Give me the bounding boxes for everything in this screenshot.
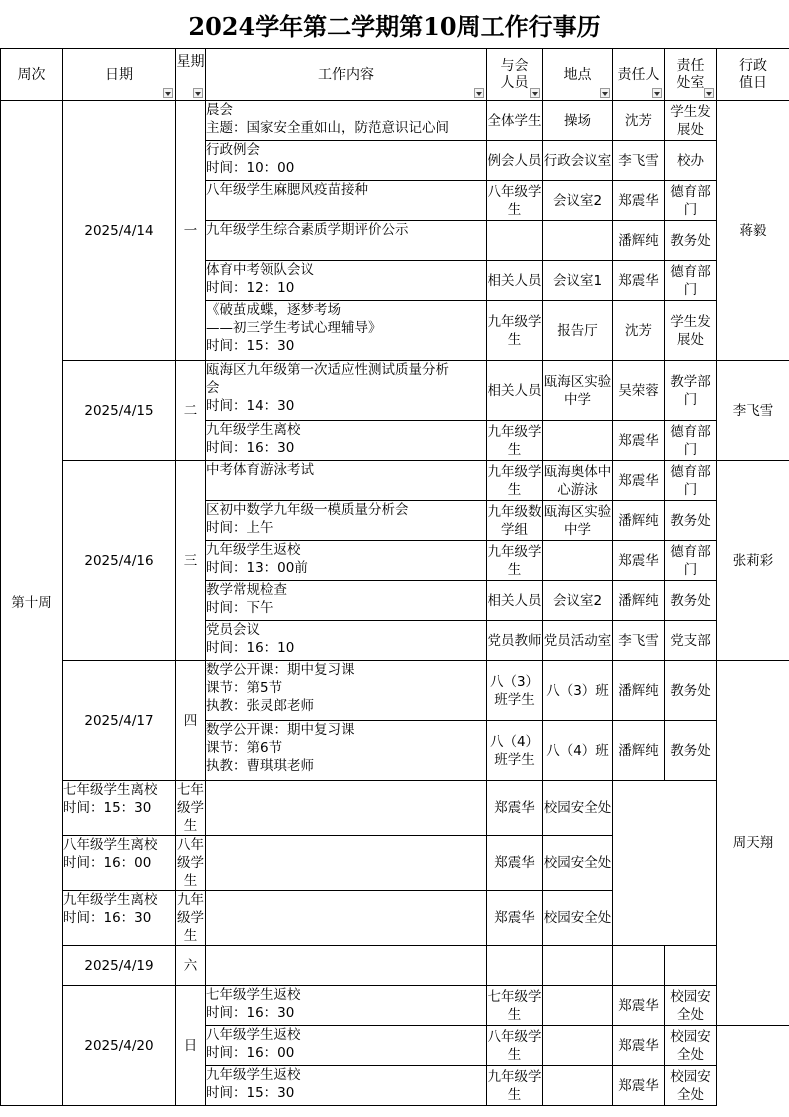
location-cell: 瓯海奥体中心游泳: [543, 461, 613, 501]
dept-cell: [665, 946, 717, 986]
table-row: [1, 946, 789, 986]
work-content-line: 时间：16：30: [63, 910, 152, 926]
work-content-line: 时间：14：30: [206, 398, 295, 414]
attendees-cell: 九年级学生: [487, 461, 543, 501]
table-row: [1, 361, 789, 421]
owner-cell: 吴荣蓉: [613, 361, 665, 421]
table-row: [1, 461, 789, 501]
attendees-cell: 八年级学生: [487, 1026, 543, 1066]
header-attendees: 与会人员: [487, 49, 543, 101]
date-cell: 2025/4/14: [63, 101, 176, 361]
work-content-line: 主题：国家安全重如山，防范意识记心间: [206, 120, 449, 136]
header-location: 地点: [543, 49, 613, 101]
work-content-cell: [63, 781, 176, 836]
work-content-line: 九年级学生综合素质学期评价公示: [206, 222, 409, 238]
work-content-line: 数学公开课：期中复习课: [206, 722, 355, 738]
work-content-line: 九年级学生离校: [206, 422, 301, 438]
work-content-cell: [206, 986, 487, 1026]
page-title: 2024学年第二学期第10周工作行事历: [188, 11, 601, 41]
dept-cell: 校园安全处: [543, 781, 613, 836]
work-content-line: 七年级学生返校: [206, 987, 301, 1003]
dept-cell: 德育部门: [665, 461, 717, 501]
location-cell: 党员活动室: [543, 621, 613, 661]
filter-dropdown-icon[interactable]: [652, 88, 662, 98]
work-content-cell: [206, 421, 487, 461]
attendees-cell: 相关人员: [487, 261, 543, 301]
work-content-line: 时间：15：30: [63, 800, 152, 816]
work-content-line: 晨会: [206, 102, 233, 118]
work-content-line: 会: [206, 380, 220, 396]
dept-cell: 学生发展处: [665, 101, 717, 141]
work-content-line: 八年级学生麻腮风疫苗接种: [206, 182, 368, 198]
dept-cell: 校办: [665, 141, 717, 181]
dept-cell: 德育部门: [665, 181, 717, 221]
owner-cell: 潘辉纯: [613, 581, 665, 621]
table-row: [1, 101, 789, 141]
work-content-cell: [206, 361, 487, 421]
work-content-line: 执教：张灵郎老师: [206, 698, 314, 714]
table-row: [1, 836, 789, 891]
attendees-cell: 九年级学生: [487, 421, 543, 461]
date-cell: 2025/4/17: [63, 661, 176, 781]
work-content-cell: [206, 1066, 487, 1106]
work-content-line: 区初中数学九年级一模质量分析会: [206, 502, 409, 518]
owner-cell: 郑震华: [613, 461, 665, 501]
attendees-cell: 九年级学生: [177, 892, 204, 944]
dept-cell: 校园安全处: [665, 986, 717, 1026]
location-cell: [543, 1066, 613, 1106]
dept-cell: 教务处: [665, 721, 717, 781]
dept-cell: 德育部门: [665, 261, 717, 301]
dept-cell: 校园安全处: [665, 1026, 717, 1066]
header-owner: 责任人: [613, 49, 665, 101]
dept-cell: 党支部: [665, 621, 717, 661]
duty-cell: 周天翔: [717, 661, 789, 1026]
attendees-cell: 九年级数学组: [487, 501, 543, 541]
weekday-cell: 三: [176, 461, 206, 661]
work-content-line: 时间：16：30: [206, 440, 295, 456]
work-content-line: 七年级学生离校: [63, 782, 158, 798]
location-cell: 会议室2: [543, 181, 613, 221]
weekday-cell: 日: [176, 986, 206, 1106]
work-content-line: 教学常规检查: [206, 582, 287, 598]
location-cell: 报告厅: [543, 301, 613, 361]
work-content-cell: [206, 261, 487, 301]
work-content-line: 课节：第5节: [206, 680, 283, 696]
work-content-line: 行政例会: [206, 142, 260, 158]
work-content-line: 九年级学生离校: [63, 892, 158, 908]
header-week: 周次: [1, 49, 63, 101]
header-row: [1, 49, 789, 101]
attendees-cell: 八（4）班学生: [487, 721, 543, 781]
work-content-cell: [206, 181, 487, 221]
work-content-line: 时间：15：30: [206, 1085, 295, 1101]
dept-cell: 教务处: [665, 661, 717, 721]
work-content-line: 时间：16：10: [206, 640, 295, 656]
location-cell: [543, 221, 613, 261]
work-content-cell: [206, 946, 487, 986]
location-cell: [206, 836, 487, 891]
weekday-cell: 二: [176, 361, 206, 461]
owner-cell: 郑震华: [487, 836, 543, 891]
owner-cell: 郑震华: [487, 781, 543, 836]
calendar-table: [0, 48, 789, 1106]
weekday-cell: 四: [176, 661, 206, 781]
work-content-cell: [206, 461, 487, 501]
location-cell: 操场: [543, 101, 613, 141]
attendees-cell: [487, 946, 543, 986]
filter-dropdown-icon[interactable]: [474, 88, 484, 98]
duty-cell: 蒋毅: [717, 101, 789, 361]
owner-cell: [613, 946, 665, 986]
work-content-line: 瓯海区九年级第一次适应性测试质量分析: [206, 362, 449, 378]
duty-cell: 李飞雪: [717, 361, 789, 461]
attendees-cell: 九年级学生: [487, 301, 543, 361]
dept-cell: 教务处: [665, 581, 717, 621]
owner-cell: 潘辉纯: [613, 721, 665, 781]
location-cell: 八（4）班: [543, 721, 613, 781]
duty-cell: 张莉彩: [717, 461, 789, 661]
header-date: 日期: [63, 49, 176, 101]
work-content-cell: [206, 141, 487, 181]
attendees-cell: 七年级学生: [487, 986, 543, 1026]
dept-cell: 学生发展处: [665, 301, 717, 361]
dept-cell: 德育部门: [665, 421, 717, 461]
location-cell: 行政会议室: [543, 141, 613, 181]
week-cell: 第十周: [1, 101, 63, 1106]
work-content-line: 九年级学生返校: [206, 542, 301, 558]
work-content-cell: [206, 661, 487, 721]
attendees-cell: 全体学生: [487, 101, 543, 141]
work-content-line: 《破茧成蝶，逐梦考场: [206, 302, 341, 318]
work-content-line: 时间：上午: [206, 520, 274, 536]
owner-cell: 郑震华: [613, 541, 665, 581]
location-cell: [206, 781, 487, 836]
location-cell: [543, 986, 613, 1026]
header-duty: 行政值日: [717, 49, 789, 101]
owner-cell: 潘辉纯: [613, 501, 665, 541]
work-content-line: 中考体育游泳考试: [206, 462, 314, 478]
attendees-cell: 八年级学生: [177, 837, 204, 889]
owner-cell: 李飞雪: [613, 621, 665, 661]
work-content-line: 数学公开课：期中复习课: [206, 662, 355, 678]
work-content-line: 八年级学生离校: [63, 837, 158, 853]
work-content-cell: [206, 301, 487, 361]
owner-cell: 沈芳: [613, 101, 665, 141]
location-cell: [206, 891, 487, 946]
attendees-cell: 七年级学生: [177, 782, 204, 834]
location-cell: [543, 946, 613, 986]
owner-cell: 沈芳: [613, 301, 665, 361]
header-content: 工作内容: [206, 49, 487, 101]
dept-cell: 德育部门: [665, 541, 717, 581]
work-content-cell: [206, 221, 487, 261]
work-content-line: 时间：10：00: [206, 160, 295, 176]
work-content-line: 课节：第6节: [206, 740, 283, 756]
date-cell: 2025/4/19: [63, 946, 176, 986]
owner-cell: 郑震华: [613, 181, 665, 221]
work-content-line: 九年级学生返校: [206, 1067, 301, 1083]
work-content-cell: [63, 836, 176, 891]
work-content-cell: [206, 101, 487, 141]
date-cell: 2025/4/20: [63, 986, 176, 1106]
filter-dropdown-icon[interactable]: [163, 88, 173, 98]
work-content-line: 时间：下午: [206, 600, 274, 616]
work-content-line: 时间：12：10: [206, 280, 295, 296]
work-content-line: 执教：曹琪琪老师: [206, 758, 314, 774]
work-content-line: 八年级学生返校: [206, 1027, 301, 1043]
attendees-cell: 例会人员: [487, 141, 543, 181]
filter-dropdown-icon[interactable]: [530, 88, 540, 98]
owner-cell: 郑震华: [613, 261, 665, 301]
owner-cell: 郑震华: [613, 1026, 665, 1066]
attendees-cell: 党员教师: [487, 621, 543, 661]
calendar-body: [1, 101, 789, 1106]
work-content-cell: [206, 581, 487, 621]
dept-cell: 教务处: [665, 221, 717, 261]
work-content-cell: [206, 501, 487, 541]
location-cell: 八（3）班: [543, 661, 613, 721]
date-cell: 2025/4/15: [63, 361, 176, 461]
filter-dropdown-icon[interactable]: [704, 88, 714, 98]
owner-cell: 郑震华: [613, 986, 665, 1026]
location-cell: 会议室2: [543, 581, 613, 621]
work-content-line: 时间：16：30: [206, 1005, 295, 1021]
work-content-cell: [63, 891, 176, 946]
dept-cell: 教务处: [665, 501, 717, 541]
attendees-cell: 相关人员: [487, 581, 543, 621]
work-content-line: 时间：16：00: [63, 855, 152, 871]
work-content-line: 时间：16：00: [206, 1045, 295, 1061]
filter-dropdown-icon[interactable]: [193, 88, 203, 98]
location-cell: [543, 1026, 613, 1066]
work-content-line: 体育中考领队会议: [206, 262, 314, 278]
work-content-cell: [206, 1026, 487, 1066]
work-content-line: 时间：15：30: [206, 338, 295, 354]
work-content-cell: [206, 541, 487, 581]
header-dept: 责任处室: [665, 49, 717, 101]
header-weekday: 星期: [176, 49, 206, 101]
attendees-cell: 相关人员: [487, 361, 543, 421]
work-content-cell: [206, 721, 487, 781]
location-cell: [543, 421, 613, 461]
attendees-cell: 九年级学生: [487, 541, 543, 581]
work-content-line: 时间：13：00前: [206, 560, 308, 576]
table-row: [1, 891, 789, 946]
date-cell: 2025/4/16: [63, 461, 176, 661]
owner-cell: 郑震华: [613, 1066, 665, 1106]
work-content-line: 党员会议: [206, 622, 260, 638]
attendees-cell: 九年级学生: [487, 1066, 543, 1106]
owner-cell: 潘辉纯: [613, 661, 665, 721]
owner-cell: 潘辉纯: [613, 221, 665, 261]
dept-cell: 校园安全处: [665, 1066, 717, 1106]
attendees-cell: 八年级学生: [487, 181, 543, 221]
filter-dropdown-icon[interactable]: [600, 88, 610, 98]
weekday-cell: 一: [176, 101, 206, 361]
location-cell: 瓯海区实验中学: [543, 501, 613, 541]
attendees-cell: [487, 221, 543, 261]
owner-cell: 郑震华: [487, 891, 543, 946]
dept-cell: 教学部门: [665, 361, 717, 421]
work-content-cell: [206, 621, 487, 661]
table-row: [1, 986, 789, 1026]
owner-cell: 郑震华: [613, 421, 665, 461]
location-cell: [543, 541, 613, 581]
dept-cell: 校园安全处: [543, 891, 613, 946]
attendees-cell: 八（3）班学生: [487, 661, 543, 721]
table-row: [1, 661, 789, 721]
dept-cell: 校园安全处: [543, 836, 613, 891]
location-cell: 瓯海区实验中学: [543, 361, 613, 421]
location-cell: 会议室1: [543, 261, 613, 301]
work-content-line: ——初三学生考试心理辅导》: [206, 320, 382, 336]
table-row: [1, 781, 789, 836]
weekday-cell: 六: [176, 946, 206, 986]
owner-cell: 李飞雪: [613, 141, 665, 181]
